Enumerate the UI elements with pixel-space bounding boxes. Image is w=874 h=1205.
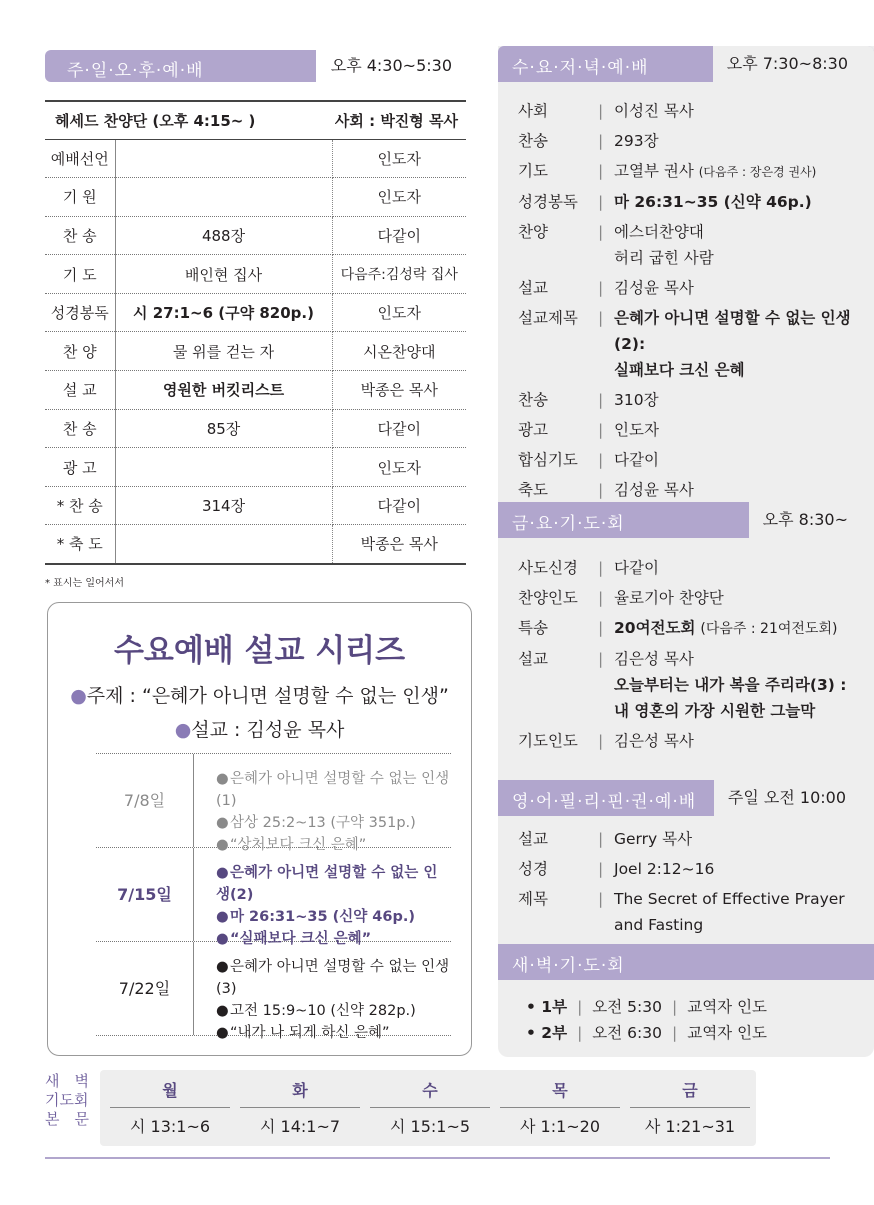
series-date: 7/22일 — [96, 942, 194, 1035]
list-item: • 2부 | 오전 6:30 | 교역자 인도 — [526, 1024, 768, 1042]
wednesday-service-title: 수·요·저·녁·예·배 — [512, 58, 649, 78]
dawn-prayer-header — [498, 944, 874, 980]
friday-prayer-time: 오후 8:30~ — [749, 502, 874, 538]
weekday-thu: 목 — [500, 1078, 620, 1108]
order-person: 박종은 목사 — [332, 525, 466, 564]
order-content: 배인현 집사 — [115, 255, 332, 294]
order-item: * 축 도 — [45, 525, 115, 564]
order-item: 기 도 — [45, 255, 115, 294]
sunday-service-header — [45, 50, 466, 82]
order-item: * 찬 송 — [45, 486, 115, 525]
friday-prayer-header — [498, 502, 874, 538]
order-content: 영원한 버킷리스트 — [115, 371, 332, 410]
order-item: 성경봉독 — [45, 293, 115, 332]
filipino-service-title: 영·어·필·리·핀·권·예·배 — [512, 792, 697, 812]
order-item: 찬 송 — [45, 409, 115, 448]
sunday-table-header — [45, 101, 466, 139]
filipino-service-header — [498, 780, 874, 816]
list-item: 축도 | 김성윤 목사 — [518, 481, 694, 499]
table-row — [45, 255, 466, 294]
scripture-ref: 시 14:1~7 — [259, 1117, 341, 1136]
order-person: 다음주:김성락 집사 — [332, 255, 466, 294]
order-item: 설 교 — [45, 371, 115, 410]
list-item: 기도 | 고열부 권사 (다음주 : 장은경 권사) — [518, 162, 817, 180]
list-item: 찬양 | 에스더찬양대 허리 굽힌 사람 — [518, 223, 714, 267]
table-row — [45, 371, 466, 410]
list-item: 성경봉독 | 마 26:31~35 (신약 46p.) — [518, 193, 812, 211]
table-row — [45, 486, 466, 525]
bullet-icon: ● — [216, 837, 229, 853]
series-list — [96, 753, 451, 1041]
list-item: 제목 | The Secret of Effective Prayer and Fasting — [518, 890, 845, 934]
order-content: 물 위를 걷는 자 — [115, 332, 332, 371]
order-item: 광 고 — [45, 448, 115, 487]
order-person: 인도자 — [332, 139, 466, 178]
list-item: 찬송 | 310장 — [518, 391, 659, 409]
order-content — [115, 139, 332, 178]
weekday-mon: 월 — [110, 1078, 230, 1108]
series-item-current: 7/15일 ●은혜가 아니면 설명할 수 없는 인생(2) ●마 26:31~35 (신약 46p.) ●“실패보다 크신 은혜” — [96, 848, 451, 942]
table-row — [45, 178, 466, 217]
order-person: 인도자 — [332, 448, 466, 487]
order-item: 찬 송 — [45, 216, 115, 255]
order-item: 찬 양 — [45, 332, 115, 371]
weekday-tue: 화 — [240, 1078, 360, 1108]
order-person: 다같이 — [332, 409, 466, 448]
standing-note: * 표시는 일어서서 — [45, 578, 124, 589]
order-content: 314장 — [115, 486, 332, 525]
weekday-wed: 수 — [370, 1078, 490, 1108]
friday-order-list — [508, 553, 868, 756]
order-content: 85장 — [115, 409, 332, 448]
bullet-icon: ● — [216, 815, 229, 831]
list-item: 합심기도 | 다같이 — [518, 451, 659, 469]
bullet-icon: ● — [216, 931, 229, 947]
sunday-order-table — [45, 100, 466, 565]
friday-prayer-title: 금·요·기·도·회 — [512, 514, 625, 534]
list-item: 찬송 | 293장 — [518, 132, 659, 150]
scripture-ref: 사 1:21~31 — [644, 1117, 736, 1136]
list-item: • 1부 | 오전 5:30 | 교역자 인도 — [526, 998, 768, 1016]
list-item: 설교 | 김성윤 목사 — [518, 279, 694, 297]
series-title: 수요예배 설교 시리즈 — [113, 633, 406, 669]
list-item: 설교 | 김은성 목사 오늘부터는 내가 복을 주리라(3) : 내 영혼의 가장 시원한 그늘막 — [518, 650, 847, 720]
order-person: 시온찬양대 — [332, 332, 466, 371]
list-item: 사회 | 이성진 목사 — [518, 102, 694, 120]
sunday-service-title: 주·일·오·후·예·배 — [67, 61, 204, 81]
series-date: 7/15일 — [96, 848, 194, 941]
order-item: 예배선언 — [45, 139, 115, 178]
sunday-service-time: 오후 4:30~5:30 — [316, 50, 466, 82]
list-item: 특송 | 20여전도회 (다음주 : 21여전도회) — [518, 619, 838, 637]
list-item: 광고 | 인도자 — [518, 421, 659, 439]
wednesday-order-list — [508, 96, 868, 505]
scripture-ref: 시 15:1~5 — [389, 1117, 471, 1136]
order-person: 다같이 — [332, 486, 466, 525]
series-item: 7/8일 ●은혜가 아니면 설명할 수 없는 인생(1) ●삼상 25:2~13 (구약 351p.) ●“상처보다 크신 은혜” — [96, 754, 451, 848]
bullet-icon: ● — [216, 909, 229, 925]
order-content — [115, 178, 332, 217]
table-row — [45, 216, 466, 255]
praise-team: 헤세드 찬양단 (오후 4:15~ ) — [45, 101, 332, 139]
table-row — [45, 409, 466, 448]
bullet-icon: ● — [174, 719, 192, 741]
wednesday-service-header — [498, 46, 874, 82]
list-item: 성경 | Joel 2:12~16 — [518, 860, 715, 878]
order-person: 다같이 — [332, 216, 466, 255]
list-item: 사도신경 | 다같이 — [518, 559, 659, 577]
order-content: 488장 — [115, 216, 332, 255]
bottom-divider — [45, 1157, 830, 1159]
series-date: 7/8일 — [96, 754, 194, 847]
bullet-icon: ● — [216, 1025, 229, 1041]
table-row — [45, 448, 466, 487]
series-item: 7/22일 ●은혜가 아니면 설명할 수 없는 인생(3) ●고전 15:9~10 (신약 282p.) ●“내가 나 되게 하신 은혜” — [96, 942, 451, 1036]
dawn-prayer-title: 새·벽·기·도·회 — [512, 956, 625, 976]
table-row — [45, 293, 466, 332]
bullet-icon: ● — [216, 959, 229, 975]
wednesday-service-time: 오후 7:30~8:30 — [713, 46, 874, 82]
filipino-service-time: 주일 오전 10:00 — [714, 780, 874, 816]
weekday-fri: 금 — [630, 1078, 750, 1108]
order-content: 시 27:1~6 (구약 820p.) — [115, 293, 332, 332]
dawn-text-label: 새 벽 기도회 본 문 — [45, 1072, 89, 1128]
order-person: 박종은 목사 — [332, 371, 466, 410]
order-person: 인도자 — [332, 293, 466, 332]
table-row — [45, 525, 466, 564]
presider: 사회 : 박진형 목사 — [332, 101, 466, 139]
bullet-icon: ● — [70, 685, 87, 707]
scripture-ref: 사 1:1~20 — [519, 1117, 601, 1136]
order-content — [115, 525, 332, 564]
list-item: 찬양인도 | 율로기아 찬양단 — [518, 589, 724, 607]
dawn-text-table — [100, 1070, 756, 1146]
table-row — [45, 332, 466, 371]
list-item: 기도인도 | 김은성 목사 — [518, 732, 694, 750]
sermon-series-box — [47, 602, 472, 1056]
order-item: 기 원 — [45, 178, 115, 217]
filipino-order-list — [508, 824, 868, 940]
table-row — [45, 139, 466, 178]
scripture-ref: 시 13:1~6 — [129, 1117, 211, 1136]
bullet-icon: ● — [216, 1003, 229, 1019]
bullet-icon: ● — [216, 771, 229, 787]
list-item: 설교 | Gerry 목사 — [518, 830, 693, 848]
dawn-prayer-list — [526, 994, 767, 1046]
right-column — [498, 46, 874, 1057]
series-preacher: ●설교 : 김성윤 목사 — [174, 719, 345, 741]
series-theme: ●주제 : “은혜가 아니면 설명할 수 없는 인생” — [70, 685, 449, 707]
order-content — [115, 448, 332, 487]
order-person: 인도자 — [332, 178, 466, 217]
list-item: 설교제목 | 은혜가 아니면 설명할 수 없는 인생(2): 실패보다 크신 은혜 — [518, 309, 851, 379]
bullet-icon: ● — [216, 865, 229, 881]
